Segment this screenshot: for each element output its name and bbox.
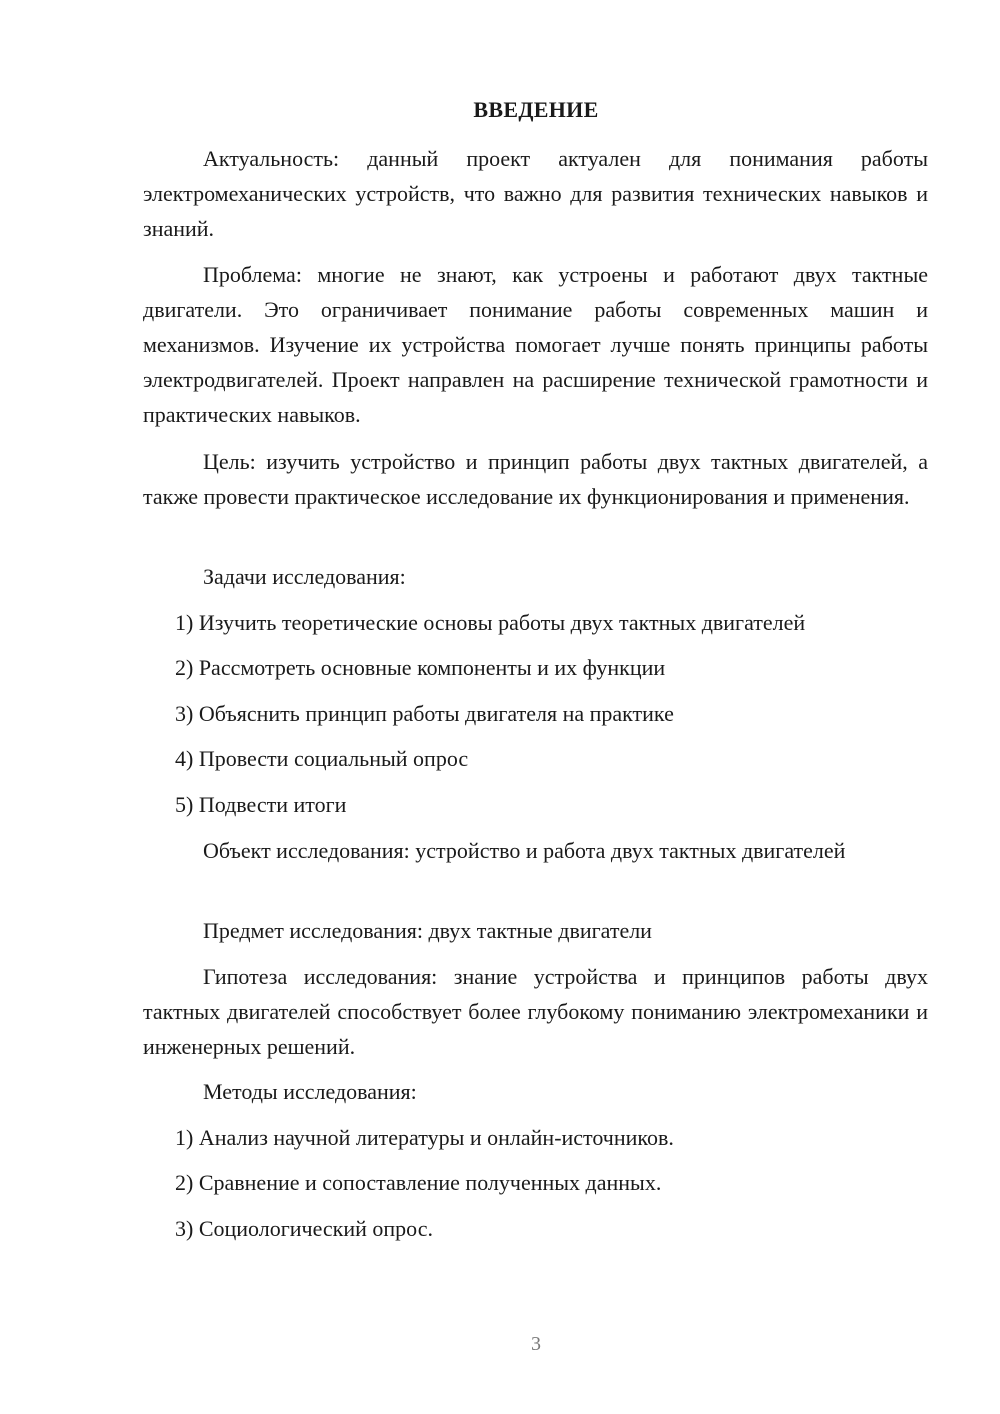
hypothesis-paragraph	[143, 959, 928, 1064]
tasks-list	[143, 696, 928, 731]
tasks-list	[143, 787, 928, 822]
problem-text: Проблема: многие не знают, как устроены и работают двух тактные двигатели. Это ограничивает понимание работы современных машин и механизмов. Изучение их устройства помогает лучше понять принципы работы электродвигателей. Проект направлен на расширение технической грамотности и практических навыков.	[143, 262, 928, 427]
page-title: ВВЕДЕНИЕ	[473, 97, 599, 122]
list-item: 4) Провести социальный опрос	[175, 746, 469, 771]
tasks-heading	[143, 559, 928, 594]
list-item: 2) Сравнение и сопоставление полученных данных.	[175, 1170, 662, 1195]
relevance-text: Актуальность: данный проект актуален для понимания работы электромеханических устройств, что важно для развития технических навыков и знаний.	[143, 146, 928, 241]
list-item: 5) Подвести итоги	[175, 792, 347, 817]
methods-heading	[143, 1074, 928, 1109]
object-paragraph	[143, 833, 928, 868]
list-item: 3) Социологический опрос.	[175, 1216, 433, 1241]
subject-paragraph	[143, 913, 928, 948]
methods-heading-text: Методы исследования:	[203, 1079, 417, 1104]
methods-list	[143, 1120, 928, 1155]
methods-list	[143, 1211, 928, 1246]
list-item: 1) Анализ научной литературы и онлайн-источников.	[175, 1125, 674, 1150]
object-text: Объект исследования: устройство и работа двух тактных двигателей	[203, 838, 846, 863]
goal-paragraph	[143, 444, 928, 514]
tasks-list	[143, 605, 928, 640]
tasks-list	[143, 741, 928, 776]
problem-paragraph	[143, 257, 928, 432]
relevance-paragraph	[143, 141, 928, 246]
tasks-heading-text: Задачи исследования:	[203, 564, 406, 589]
hypothesis-text: Гипотеза исследования: знание устройства и принципов работы двух тактных двигателей способствует более глубокому пониманию электромеханики и инженерных решений.	[143, 964, 928, 1059]
list-item: 2) Рассмотреть основные компоненты и их функции	[175, 655, 666, 680]
list-item: 3) Объяснить принцип работы двигателя на практике	[175, 701, 674, 726]
page-number: 3	[531, 1333, 541, 1355]
list-item: 1) Изучить теоретические основы работы двух тактных двигателей	[175, 610, 806, 635]
methods-list	[143, 1165, 928, 1200]
goal-text: Цель: изучить устройство и принцип работы двух тактных двигателей, а также провести практическое исследование их функционирования и применения.	[143, 449, 928, 509]
subject-text: Предмет исследования: двух тактные двигатели	[203, 918, 652, 943]
tasks-list	[143, 650, 928, 685]
